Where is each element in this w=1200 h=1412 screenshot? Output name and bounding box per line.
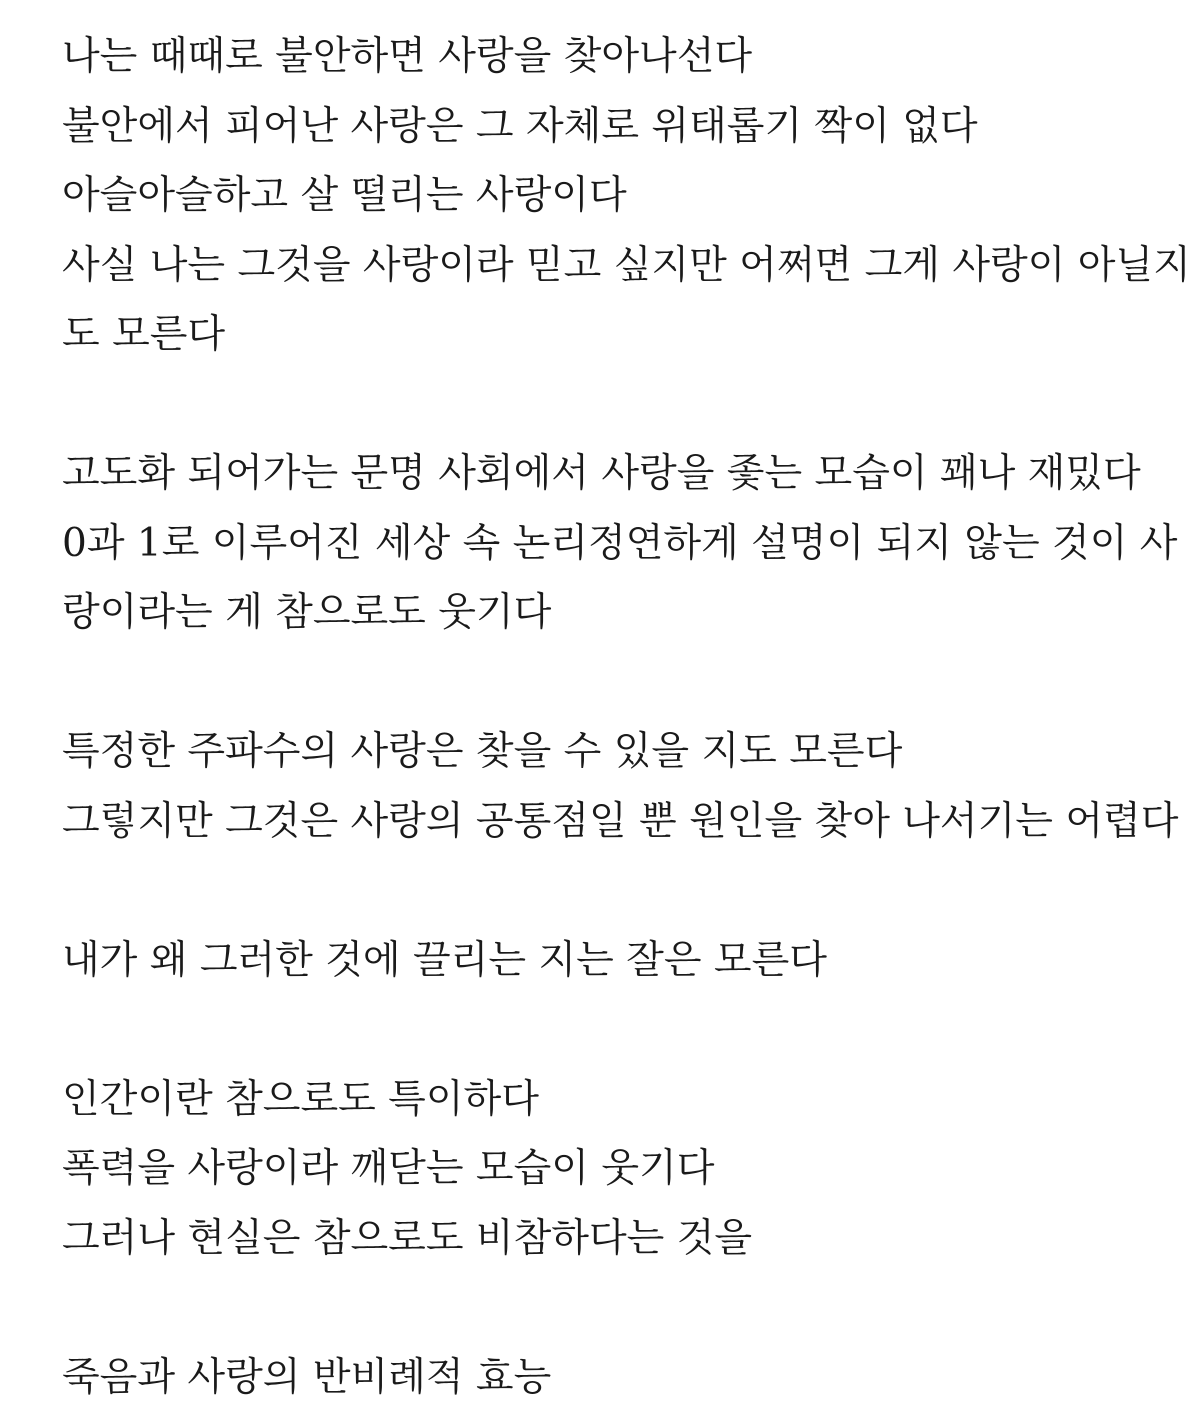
poem-line: 사실 나는 그것을 사랑이라 믿고 싶지만 어쩌면 그게 사랑이 아닐지	[62, 242, 1191, 288]
poem-line: 랑이라는 게 참으로도 웃기다	[62, 590, 552, 635]
stanza-6	[62, 1343, 1172, 1412]
poem-line: 폭력을 사랑이라 깨닫는 모습이 웃기다	[62, 1146, 715, 1191]
stanza-2	[62, 439, 1178, 648]
poem-line: 불안에서 피어난 사랑은 그 자체로 위태롭기 짝이 없다	[62, 103, 978, 149]
poem-line: 죽음과 사랑의 반비례적 효능	[62, 1354, 552, 1400]
stanza-1	[62, 22, 1191, 370]
poem-line: 인간이란 참으로도 특이하다	[62, 1076, 539, 1122]
poem-line: 그렇지만 그것은 사랑의 공통점일 뿐 원인을 찾아 나서기는 어렵다	[62, 798, 1179, 844]
stanza-3	[62, 717, 1179, 856]
poem-line: 아슬아슬하고 살 떨리는 사랑이다	[62, 173, 627, 218]
poem-line: 나는 때때로 불안하면 사랑을 찾아나선다	[62, 34, 753, 79]
poem-line: 그러나 현실은 참으로도 비참하다는 것을	[62, 1215, 753, 1261]
stanza-5	[62, 1065, 1172, 1274]
poem-line: 특정한 주파수의 사랑은 찾을 수 있을 지도 모른다	[62, 729, 903, 774]
poem-line: 내가 왜 그러한 것에 끌리는 지는 잘은 모른다	[62, 937, 827, 983]
poem-line: 고도화 되어가는 문명 사회에서 사랑을 좇는 모습이 꽤나 재밌다	[62, 451, 1141, 496]
poem-line: 도 모른다	[62, 312, 226, 357]
poem-text	[62, 22, 1191, 1412]
poem-line: 0과 1로 이루어진 세상 속 논리정연하게 설명이 되지 않는 것이 사	[62, 520, 1178, 566]
stanza-4	[62, 926, 1172, 996]
